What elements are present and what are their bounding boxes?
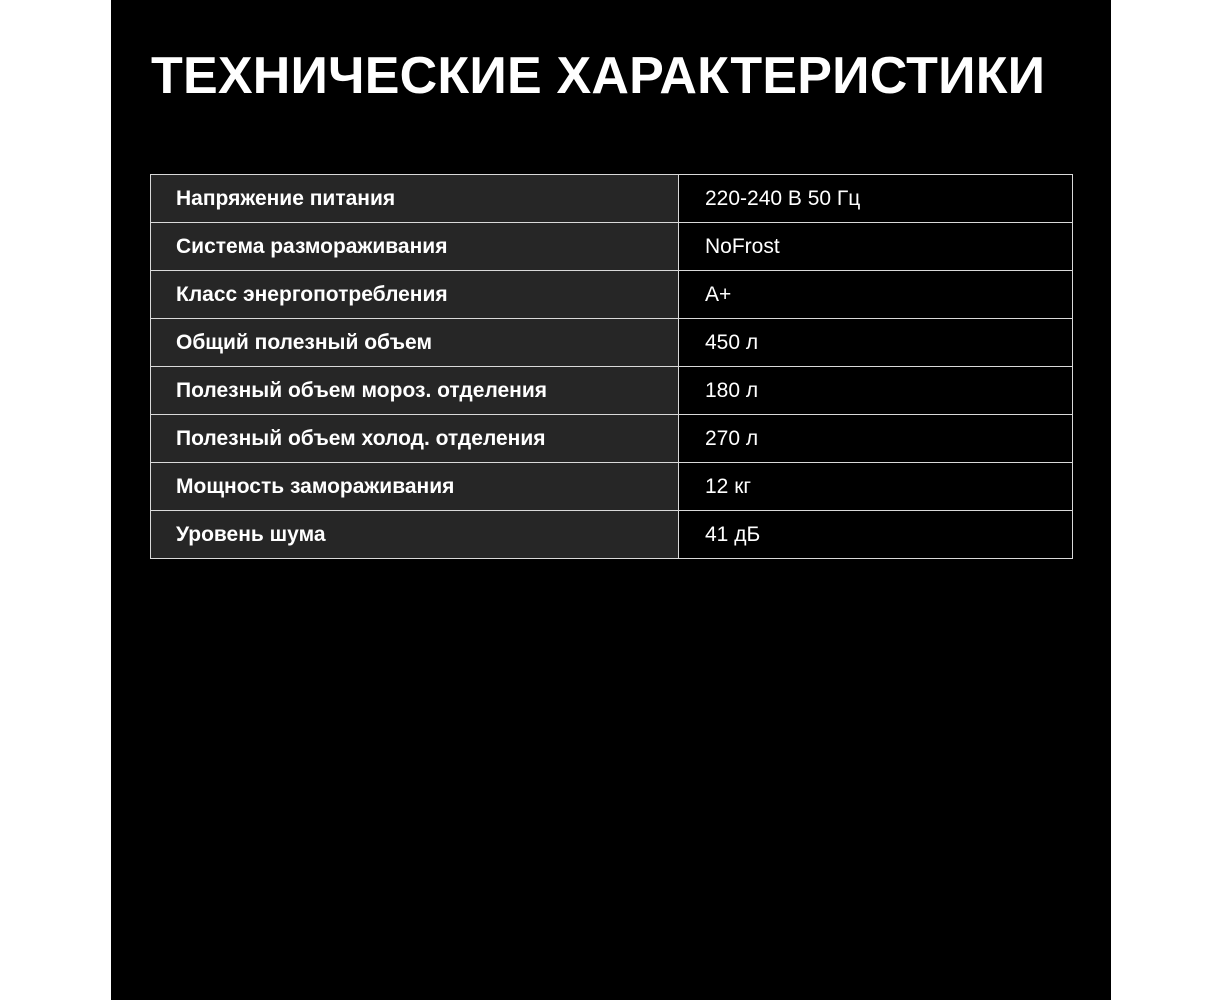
spec-value: 270 л (679, 415, 1073, 463)
table-row (151, 319, 1073, 367)
table-row (151, 463, 1073, 511)
spec-value: NoFrost (679, 223, 1073, 271)
specs-table (150, 174, 1073, 559)
spec-value: 220-240 В 50 Гц (679, 175, 1073, 223)
spec-label: Общий полезный объем (151, 319, 679, 367)
spec-label: Полезный объем холод. отделения (151, 415, 679, 463)
table-row (151, 223, 1073, 271)
table-row (151, 511, 1073, 559)
spec-value: 180 л (679, 367, 1073, 415)
table-row (151, 367, 1073, 415)
table-row (151, 271, 1073, 319)
spec-value: 41 дБ (679, 511, 1073, 559)
spec-sheet (111, 0, 1111, 1000)
spec-label: Система размораживания (151, 223, 679, 271)
page-title: ТЕХНИЧЕСКИЕ ХАРАКТЕРИСТИКИ (151, 47, 1046, 105)
spec-label: Уровень шума (151, 511, 679, 559)
spec-value: A+ (679, 271, 1073, 319)
spec-label: Полезный объем мороз. отделения (151, 367, 679, 415)
table-row (151, 415, 1073, 463)
spec-label: Класс энергопотребления (151, 271, 679, 319)
spec-value: 450 л (679, 319, 1073, 367)
spec-label: Напряжение питания (151, 175, 679, 223)
table-row (151, 175, 1073, 223)
spec-value: 12 кг (679, 463, 1073, 511)
spec-label: Мощность замораживания (151, 463, 679, 511)
